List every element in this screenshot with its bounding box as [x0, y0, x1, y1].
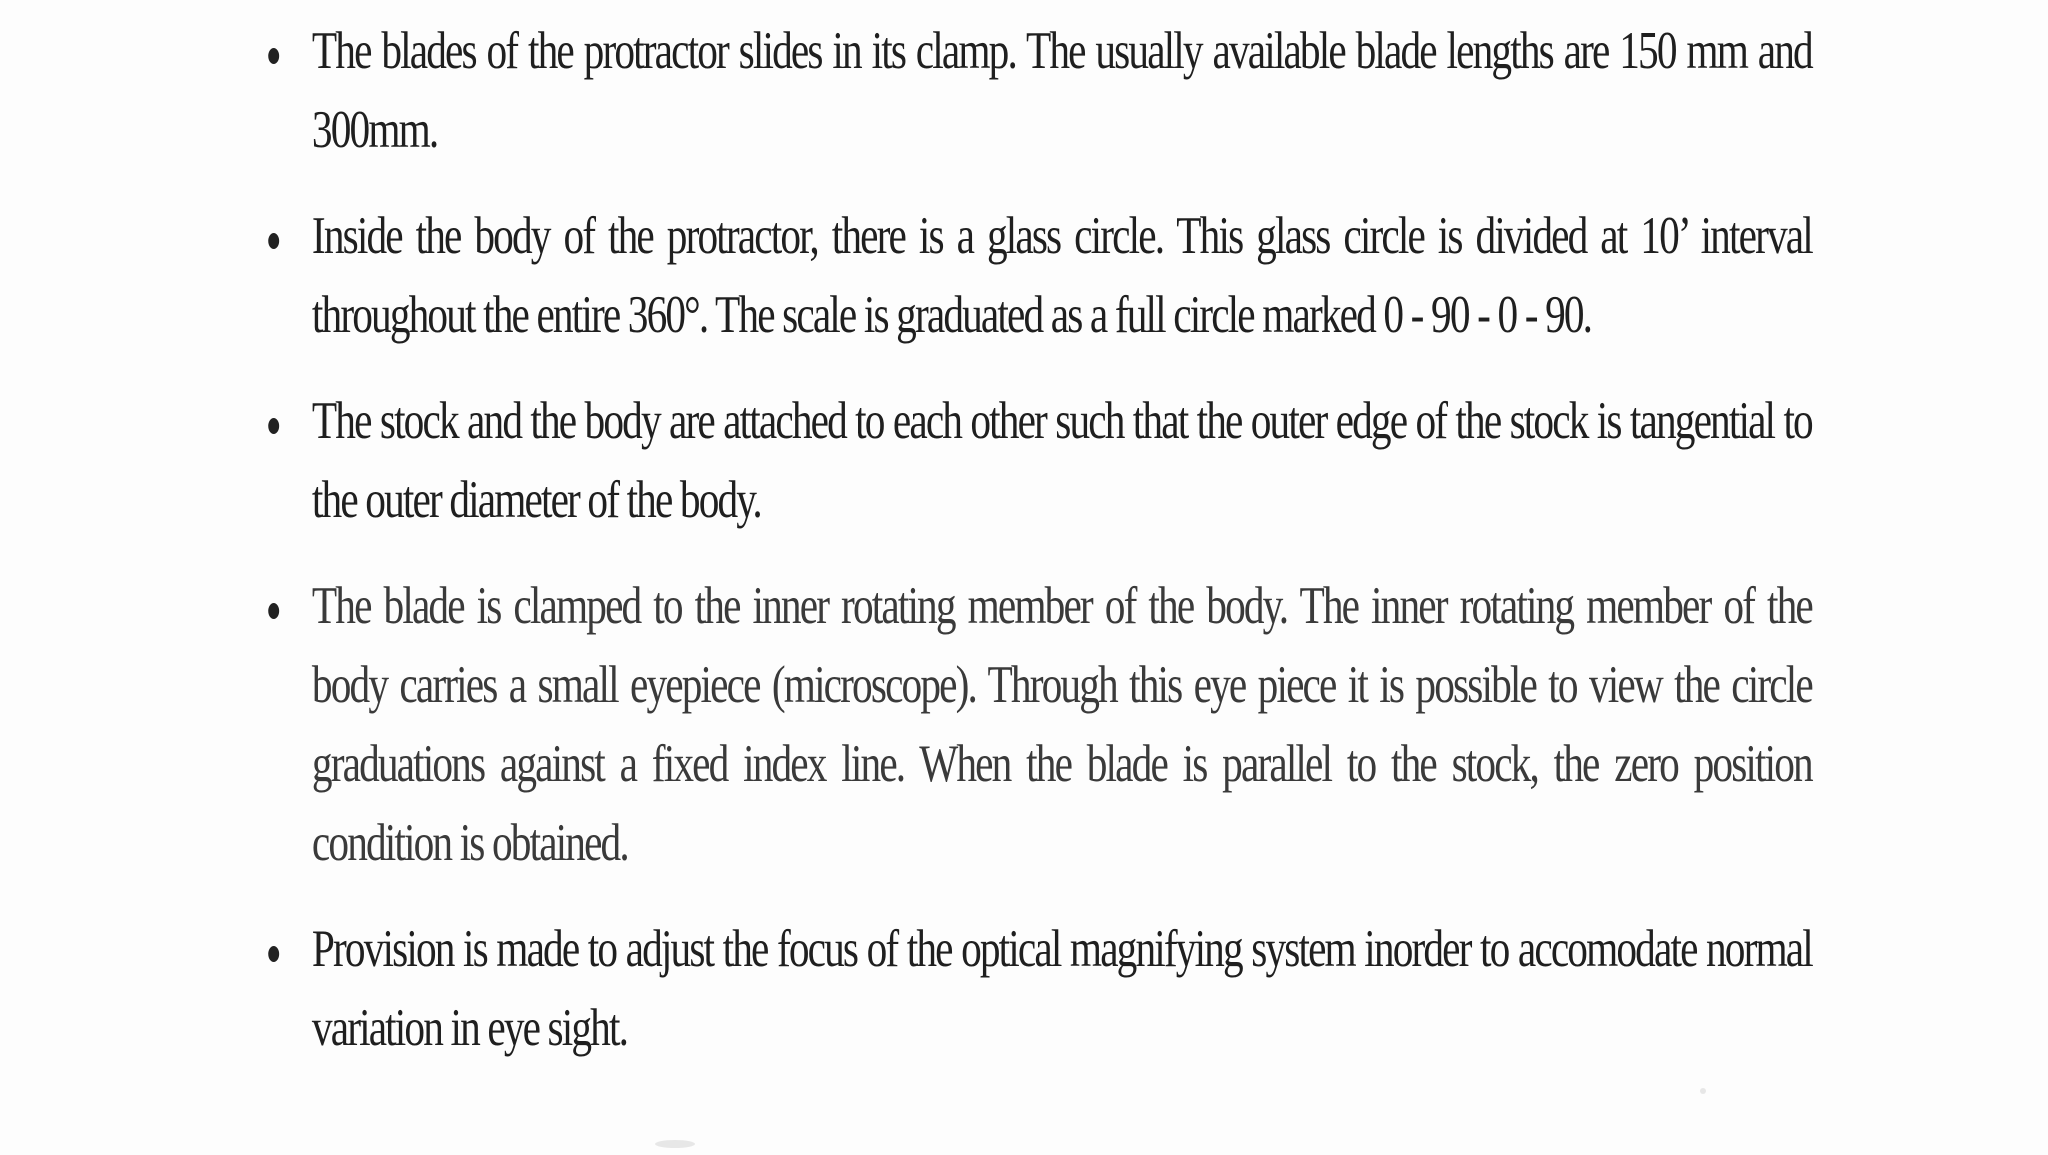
scan-artifact: [655, 1140, 695, 1148]
bullet-icon: [268, 603, 279, 619]
bullet-item-blade-lengths: [262, 12, 1812, 170]
bullet-text: The blades of the protractor slides in its clamp. The usually available blade lengths are 150 mm and 300mm.: [311, 22, 1812, 159]
bullet-item-stock-and-body: [262, 382, 1812, 540]
bullet-text: Provision is made to adjust the focus of the optical magnifying system inorder to accomodate normal variation in eye sight.: [311, 920, 1812, 1057]
bullet-text: The stock and the body are attached to each other such that the outer edge of the stock is tangential to the outer diameter of the body.: [311, 392, 1812, 529]
bullet-icon: [268, 48, 279, 64]
bullet-icon: [268, 418, 279, 434]
bullet-list: [262, 12, 1812, 1095]
bullet-text: Inside the body of the protractor, there is a glass circle. This glass circle is divided at 10’ interval throughout the entire 360°. The scale is graduated as a full circle marked 0 - 90 - 0 - 90.: [311, 207, 1812, 344]
bullet-text: The blade is clamped to the inner rotating member of the body. The inner rotating member of the body carries a small eyepiece (microscope). Through this eye piece it is possible to view the circle graduations against a fixed index line. When the blade is parallel to the stock, the zero position condition is obtained.: [311, 577, 1812, 872]
bullet-item-eyepiece: [262, 567, 1812, 883]
bullet-icon: [268, 233, 279, 249]
bullet-icon: [268, 946, 279, 962]
bullet-item-focus-adjustment: [262, 910, 1812, 1068]
bullet-item-glass-circle: [262, 197, 1812, 355]
scan-artifact: [1700, 1088, 1706, 1094]
